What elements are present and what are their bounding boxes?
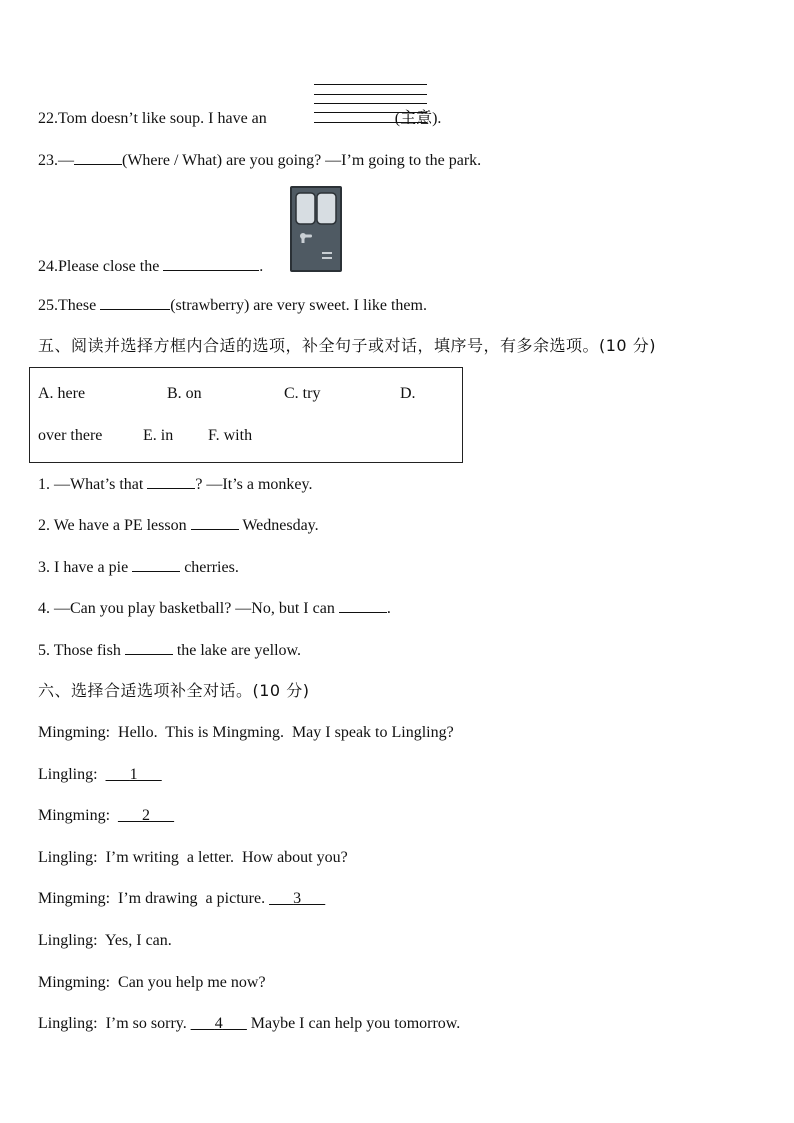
question-22 — [38, 109, 441, 129]
question-25-prefix: 25.These — [38, 297, 101, 314]
question-25 — [38, 295, 427, 316]
question-23-text: (Where / What) are you going? —I’m going to the park. — [122, 152, 482, 169]
question-23-prefix: 23.— — [38, 152, 74, 169]
dialogue-line-2 — [38, 765, 162, 785]
dialogue-text: Maybe I can help you tomorrow. — [246, 1015, 461, 1032]
question-23 — [38, 150, 481, 171]
door-icon — [290, 186, 342, 272]
section-5-item-1 — [38, 474, 312, 495]
speaker-label: Lingling: — [38, 1015, 98, 1032]
dialogue-blank-3[interactable]: ___3___ — [269, 890, 326, 907]
speaker-label: Lingling: — [38, 766, 98, 783]
question-25-text: (strawberry) are very sweet. I like them. — [170, 297, 427, 314]
item-text: 1. —What’s that — [38, 476, 148, 493]
question-23-blank[interactable] — [74, 150, 122, 165]
item-text: the lake are yellow. — [172, 642, 302, 659]
speaker-label: Lingling: — [38, 849, 98, 866]
dialogue-line-6 — [38, 931, 172, 951]
item-blank[interactable] — [147, 474, 195, 489]
dialogue-line-8 — [38, 1014, 460, 1034]
question-22-text: 22.Tom doesn’t like soup. I have an — [38, 110, 271, 127]
option-f: F. with — [208, 427, 253, 444]
item-blank[interactable] — [191, 515, 239, 530]
dialogue-text: I’m writing a letter. How about you? — [105, 849, 348, 866]
section-5-item-4 — [38, 598, 391, 619]
option-e: E. in — [143, 427, 174, 444]
dialogue-blank-2[interactable]: ___2___ — [118, 807, 175, 824]
dialogue-line-7 — [38, 973, 266, 993]
speaker-label: Mingming: — [38, 974, 111, 991]
blank-number: 1 — [129, 766, 138, 783]
item-text: 5. Those fish — [38, 642, 125, 659]
speaker-label: Mingming: — [38, 724, 111, 741]
item-text: ? —It’s a monkey. — [195, 476, 313, 493]
dialogue-line-5 — [38, 889, 325, 909]
item-text: . — [386, 600, 391, 617]
section-5-item-3 — [38, 557, 239, 578]
option-c: C. try — [284, 385, 321, 402]
option-a: A. here — [38, 385, 86, 402]
dialogue-blank-1[interactable]: ___1___ — [105, 766, 162, 783]
dialogue-text: I’m so sorry. — [105, 1015, 191, 1032]
option-b: B. on — [167, 385, 202, 402]
item-text: cherries. — [180, 559, 239, 576]
speaker-label: Mingming: — [38, 890, 111, 907]
section-5-item-5 — [38, 640, 301, 661]
item-text: 3. I have a pie — [38, 559, 133, 576]
item-text: Wednesday. — [238, 517, 319, 534]
section-5-heading: 五、阅读并选择方框内合适的选项，补全句子或对话，填序号，有多余选项。(10 分) — [38, 336, 656, 355]
dialogue-line-4 — [38, 848, 348, 868]
dialogue-text: Hello. This is Mingming. May I speak to Lingling? — [118, 724, 454, 741]
item-blank[interactable] — [339, 598, 387, 613]
option-d: D. — [400, 385, 416, 402]
speaker-label: Lingling: — [38, 932, 98, 949]
dialogue-line-3 — [38, 806, 174, 826]
options-box — [29, 367, 463, 463]
question-24-text: 24.Please close the — [38, 258, 164, 275]
blank-number: 4 — [214, 1015, 223, 1032]
option-d-text: over there — [38, 427, 103, 444]
question-22-hint: (主意). — [394, 110, 442, 127]
dialogue-text: I’m drawing a picture. — [118, 890, 270, 907]
blank-number: 2 — [142, 807, 151, 824]
question-25-blank[interactable] — [100, 295, 170, 310]
section-6-heading: 六、选择合适选项补全对话。(10 分) — [38, 681, 310, 700]
speaker-label: Mingming: — [38, 807, 111, 824]
dialogue-line-1 — [38, 723, 454, 743]
dialogue-blank-4[interactable]: ___4___ — [190, 1015, 247, 1032]
item-blank[interactable] — [125, 640, 173, 655]
question-24-period: . — [259, 258, 264, 275]
dialogue-text: Can you help me now? — [118, 974, 266, 991]
item-blank[interactable] — [132, 557, 180, 572]
dialogue-text: Yes, I can. — [104, 932, 172, 949]
section-5-item-2 — [38, 515, 319, 536]
question-24-blank[interactable] — [163, 256, 259, 271]
item-text: 2. We have a PE lesson — [38, 517, 191, 534]
blank-number: 3 — [293, 890, 302, 907]
item-text: 4. —Can you play basketball? —No, but I can — [38, 600, 339, 617]
question-24 — [38, 256, 263, 277]
